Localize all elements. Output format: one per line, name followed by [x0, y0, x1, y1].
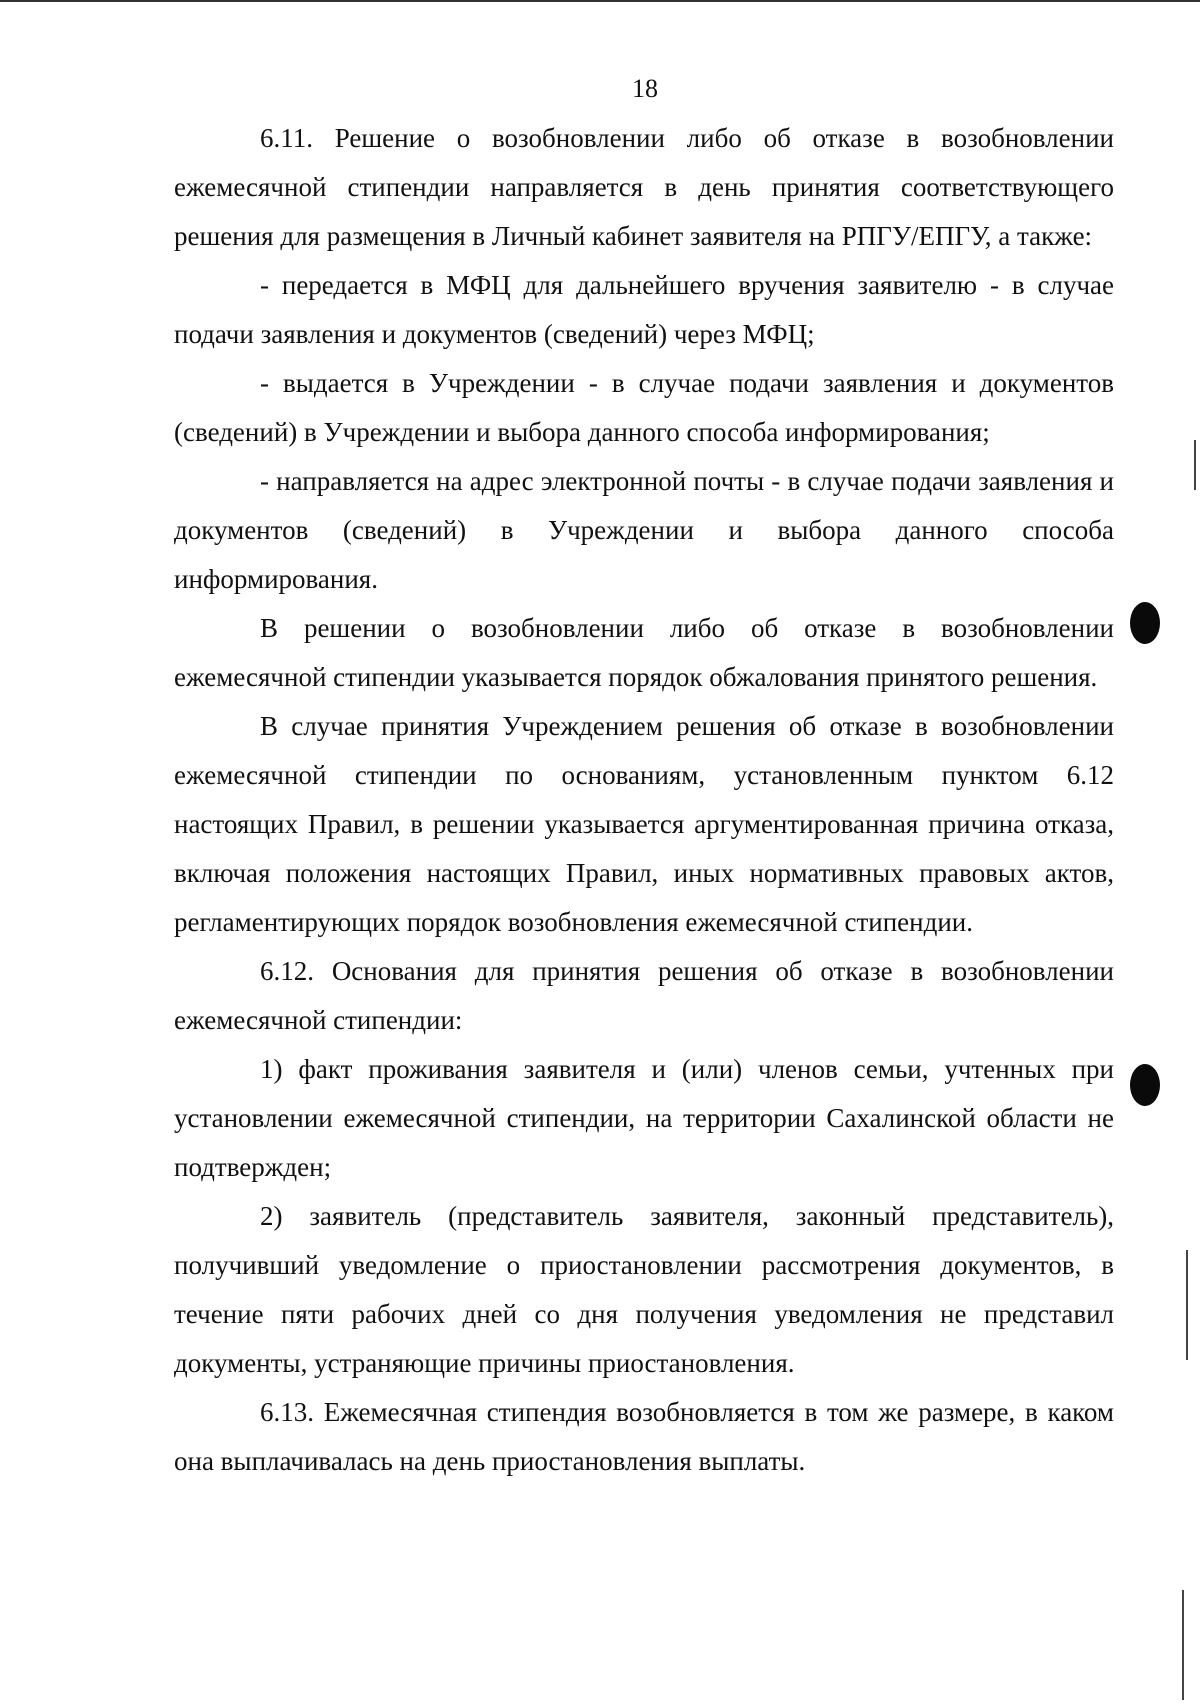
list-item-reason-1: 1) факт проживания заявителя и (или) членов семьи, учтенных при установлении ежемесячной стипендии, на территории Сахалинской области не подтвержден; [174, 1054, 1114, 1182]
paragraph-6-11: 6.11. Решение о возобновлении либо об отказе в возобновлении ежемесячной стипендии направляется в день принятия соответствующего решения для размещения в Личный кабинет заявителя на РПГУ/ЕПГУ, а также: [174, 123, 1114, 251]
list-item-mfc: - передается в МФЦ для дальнейшего вручения заявителю - в случае подачи заявления и документов (сведений) через МФЦ; [174, 270, 1114, 349]
paragraph-6-12: 6.12. Основания для принятия решения об отказе в возобновлении ежемесячной стипендии: [174, 956, 1114, 1035]
list-item-institution: - выдается в Учреждении - в случае подачи заявления и документов (сведений) в Учреждении и выбора данного способа информирования; [174, 368, 1114, 447]
scan-edge-mark [1182, 1590, 1184, 1700]
paragraph-6-13: 6.13. Ежемесячная стипендия возобновляется в том же размере, в каком она выплачивалась на день приостановления выплаты. [174, 1397, 1114, 1476]
document-body [174, 114, 1114, 1486]
scan-edge-mark [1186, 1250, 1188, 1360]
scan-edge-mark [1194, 440, 1196, 490]
paragraph-appeal-procedure: В решении о возобновлении либо об отказе в возобновлении ежемесячной стипендии указывается порядок обжалования принятого решения. [174, 613, 1114, 692]
top-border-line [0, 0, 1200, 2]
page-number: 18 [632, 74, 658, 103]
punch-hole-lower [1130, 1064, 1160, 1106]
paragraph-refusal-reason: В случае принятия Учреждением решения об отказе в возобновлении ежемесячной стипендии по основаниям, установленным пунктом 6.12 настоящих Правил, в решении указывается аргументированная причина отказа, включая положения настоящих Правил, иных нормативных правовых актов, регламентирующих порядок возобновления ежемесячной стипендии. [174, 711, 1114, 937]
list-item-email: - направляется на адрес электронной почты - в случае подачи заявления и документов (сведений) в Учреждении и выбора данного способа информирования. [174, 466, 1114, 594]
punch-hole-upper [1130, 602, 1160, 644]
list-item-reason-2: 2) заявитель (представитель заявителя, законный представитель), получивший уведомление о приостановлении рассмотрения документов, в течение пяти рабочих дней со дня получения уведомления не представил документы, устраняющие причины приостановления. [174, 1201, 1114, 1378]
